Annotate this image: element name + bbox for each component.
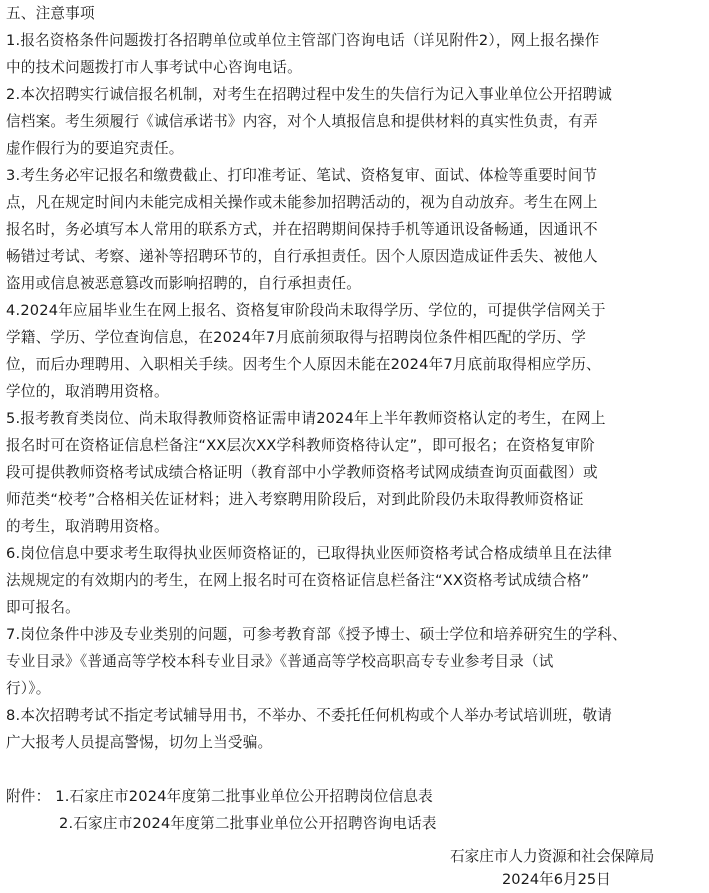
notice-line: 学籍、学历、学位查询信息，在2024年7月底前须取得与招聘岗位条件相匹配的学历、学: [6, 329, 587, 346]
notice-line: 广大报考人员提高警惕，切勿上当受骗。: [6, 734, 273, 751]
attachment-item-2: 2.石家庄市2024年度第二批事业单位公开招聘咨询电话表: [59, 815, 437, 832]
notice-line: 畅错过考试、考察、递补等招聘环节的，自行承担责任。因个人原因造成证件丢失、被他人: [6, 248, 598, 265]
section-heading: 五、注意事项: [6, 5, 95, 22]
notice-line: 行）》。: [6, 680, 51, 697]
notice-line: 的考生，取消聘用资格。: [6, 518, 169, 535]
notice-line: 1.报名资格条件问题拨打各招聘单位或单位主管部门咨询电话（详见附件2），网上报名操作: [6, 32, 600, 49]
notice-line: 专业目录》《普通高等学校本科专业目录》《普通高等学校高职高专专业参考目录（试: [6, 653, 554, 670]
notice-item-6: [6, 540, 706, 621]
notice-line: 6.岗位信息中要求考生取得执业医师资格证的，已取得执业医师资格考试合格成绩单且在法律: [6, 545, 613, 562]
issue-date: 2024年6月25日: [502, 871, 611, 888]
notice-line: 学位的，取消聘用资格。: [6, 383, 169, 400]
notice-item-4: [6, 297, 706, 405]
notice-line: 师范类“校考”合格相关佐证材料；进入考察聘用阶段后，对到此阶段仍未取得教师资格证: [6, 491, 584, 508]
notice-line: 信档案。考生须履行《诚信承诺书》内容，对个人填报信息和提供材料的真实性负责，有弄: [6, 113, 598, 130]
notice-line: 即可报名。: [6, 599, 80, 616]
notice-line: 3.考生务必牢记报名和缴费截止、打印准考证、笔试、资格复审、面试、体检等重要时间节: [6, 167, 598, 184]
blank-line: [6, 756, 706, 783]
notice-line: 4.2024年应届毕业生在网上报名、资格复审阶段尚未取得学历、学位的，可提供学信网关于: [6, 302, 606, 319]
notice-line: 点，凡在规定时间内未能完成相关操作或未能参加招聘活动的，视为自动放弃。考生在网上: [6, 194, 598, 211]
notice-item-3: [6, 162, 706, 297]
notice-line: 7.岗位条件中涉及专业类别的问题，可参考教育部《授予博士、硕士学位和培养研究生的学科、: [6, 626, 627, 643]
document-body: [6, 0, 706, 837]
attachment-line-1: [6, 783, 706, 810]
notice-line: 8.本次招聘考试不指定考试辅导用书，不举办、不委托任何机构或个人举办考试培训班，敬请: [6, 707, 613, 724]
notice-item-5: [6, 405, 706, 540]
notice-line: 2.本次招聘实行诚信报名机制，对考生在招聘过程中发生的失信行为记入事业单位公开招聘诚: [6, 86, 613, 103]
notice-line: 5.报考教育类岗位、尚未取得教师资格证需申请2024年上半年教师资格认定的考生，在网上: [6, 410, 606, 427]
notice-line: 法规规定的有效期内的考生，在网上报名时可在资格证信息栏备注“XX资格考试成绩合格”: [6, 572, 590, 589]
notice-line: 盗用或信息被恶意篡改而影响招聘的，自行承担责任。: [6, 275, 362, 292]
attachments-label: 附件：: [6, 788, 51, 805]
notice-line: 中的技术问题拨打市人事考试中心咨询电话。: [6, 59, 302, 76]
notice-item-2: [6, 81, 706, 162]
attachments: [6, 783, 706, 837]
issuing-organization: 石家庄市人力资源和社会保障局: [450, 848, 655, 865]
notice-item-1: [6, 27, 706, 81]
notice-item-8: [6, 702, 706, 756]
notice-line: 报名时可在资格证信息栏备注“XX层次XX学科教师资格待认定”，即可报名；在资格复审阶: [6, 437, 595, 454]
attachment-item-1: 1.石家庄市2024年度第二批事业单位公开招聘岗位信息表: [55, 788, 433, 805]
notice-line: 虚作假行为的要追究责任。: [6, 140, 184, 157]
notice-line: 位，而后办理聘用、入职相关手续。因考生个人原因未能在2024年7月底前取得相应学历、: [6, 356, 601, 373]
notice-item-7: [6, 621, 706, 702]
notice-line: 报名时，务必填写本人常用的联系方式，并在招聘期间保持手机等通讯设备畅通，因通讯不: [6, 221, 598, 238]
notice-line: 段可提供教师资格考试成绩合格证明（教育部中小学教师资格考试网成绩查询页面截图）或: [6, 464, 598, 481]
